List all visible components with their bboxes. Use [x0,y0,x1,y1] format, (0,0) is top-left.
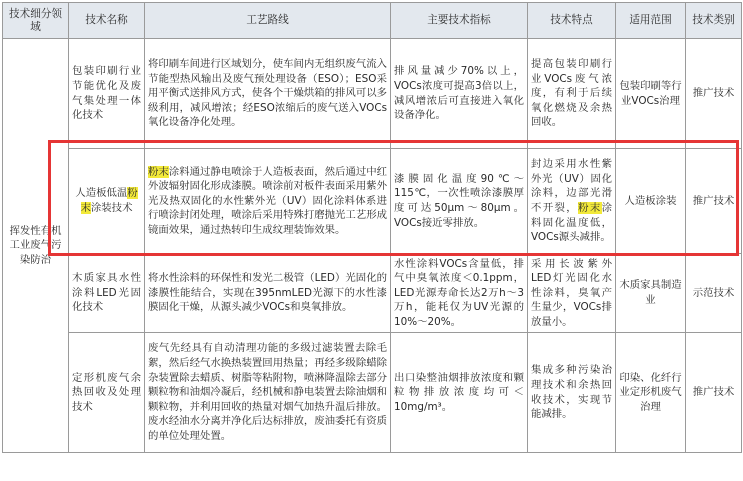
technology-table [2,2,742,453]
header-route: 工艺路线 [145,3,391,39]
tech-name: 木质家具水性涂料LED光固化技术 [69,254,145,333]
tech-indicator: 排风量减少70%以上，VOCs浓度可提高3倍以上，减风增浓后可直接进入氧化设备净化。 [391,39,528,149]
table-row-highlighted [3,149,742,254]
process-route: 粉末涂料通过静电喷涂于人造板表面，然后通过中红外波辐射固化形成漆膜。喷涂前对板件表面采用紫外光及热双固化的水性紫外光（UV）固化涂料体系进行喷涂封闭处理，喷涂后采用特殊打磨抛光工艺形成镜面效果，通过热转印生成纹理装饰效果。 [145,149,391,254]
domain-cell: 挥发性有机工业废气污染防治 [3,39,69,453]
header-name: 技术名称 [69,3,145,39]
header-scope: 适用范围 [616,3,686,39]
highlight-mark: 粉末 [148,165,169,178]
header-category: 技术类别 [686,3,742,39]
header-row [3,3,742,39]
tech-indicator: 水性涂料VOCs含量低，排气中臭氧浓度＜0.1ppm，LED光源寿命长达2万h～3万h，能耗仅为UV光源的10%～20%。 [391,254,528,333]
scope: 包装印刷等行业VOCs治理 [616,39,686,149]
category: 推广技术 [686,39,742,149]
tech-indicator: 出口染整油烟排放浓度和颗粒物排放浓度均可＜10mg/m³。 [391,333,528,453]
process-route: 将水性涂料的环保性和发光二极管（LED）光固化的漆膜性能结合，实现在395nmLED光源下的水性漆膜固化干燥，从源头减少VOCs和臭氧排放。 [145,254,391,333]
tech-feature: 封边采用水性紫外光（UV）固化涂料，边部光滑不开裂，粉末涂料固化温度低，VOCs源头减排。 [528,149,616,254]
tech-feature: 提高包装印刷行业VOCs废气浓度，有利于后续氧化燃烧及余热回收。 [528,39,616,149]
scope: 人造板涂装 [616,149,686,254]
category: 推广技术 [686,149,742,254]
table-row [3,254,742,333]
table-row [3,333,742,453]
table-row [3,39,742,149]
tech-name: 人造板低温粉末涂装技术 [69,149,145,254]
tech-name: 定形机废气余热回收及处理技术 [69,333,145,453]
category: 推广技术 [686,333,742,453]
highlight-mark: 粉末 [578,202,602,214]
process-route: 废气先经具有自动清理功能的多级过滤装置去除毛絮，然后经气水换热装置回用热量；再经多级除蜡除杂装置除去蜡质、树脂等粘附物，喷淋降温除去部分颗粒物和油烟冷凝后，经机械和静电装置去除油烟和颗粒物，并利用回收的热量对烟气加热升温后排放。废水经油水分离并净化后达标排放，废油委托有资质的单位处理处置。 [145,333,391,453]
tech-feature: 集成多种污染治理技术和余热回收技术，实现节能减排。 [528,333,616,453]
process-route: 将印刷车间进行区域划分，使车间内无组织废气流入节能型热风输出及废气预处理设备（ESO）；ESO采用平衡式送排风方式，使各个干燥烘箱的排风可以多级利用，减风增浓；经ESO浓缩后的废气送入VOCs氧化设备净化处理。 [145,39,391,149]
header-indicator: 主要技术指标 [391,3,528,39]
header-feature: 技术特点 [528,3,616,39]
highlight-mark: 粉末 [80,187,138,214]
scope: 印染、化纤行业定形机废气治理 [616,333,686,453]
header-domain: 技术细分领域 [3,3,69,39]
scope: 木质家具制造业 [616,254,686,333]
tech-feature: 采用长波紫外LED灯光固化水性涂料，臭氧产生量少，VOCs排放量小。 [528,254,616,333]
tech-name: 包装印刷行业节能优化及废气集处理一体化技术 [69,39,145,149]
tech-indicator: 漆膜固化温度90℃～115℃，一次性喷涂漆膜厚度可达50μm～80μm。VOCs接近零排放。 [391,149,528,254]
category: 示范技术 [686,254,742,333]
